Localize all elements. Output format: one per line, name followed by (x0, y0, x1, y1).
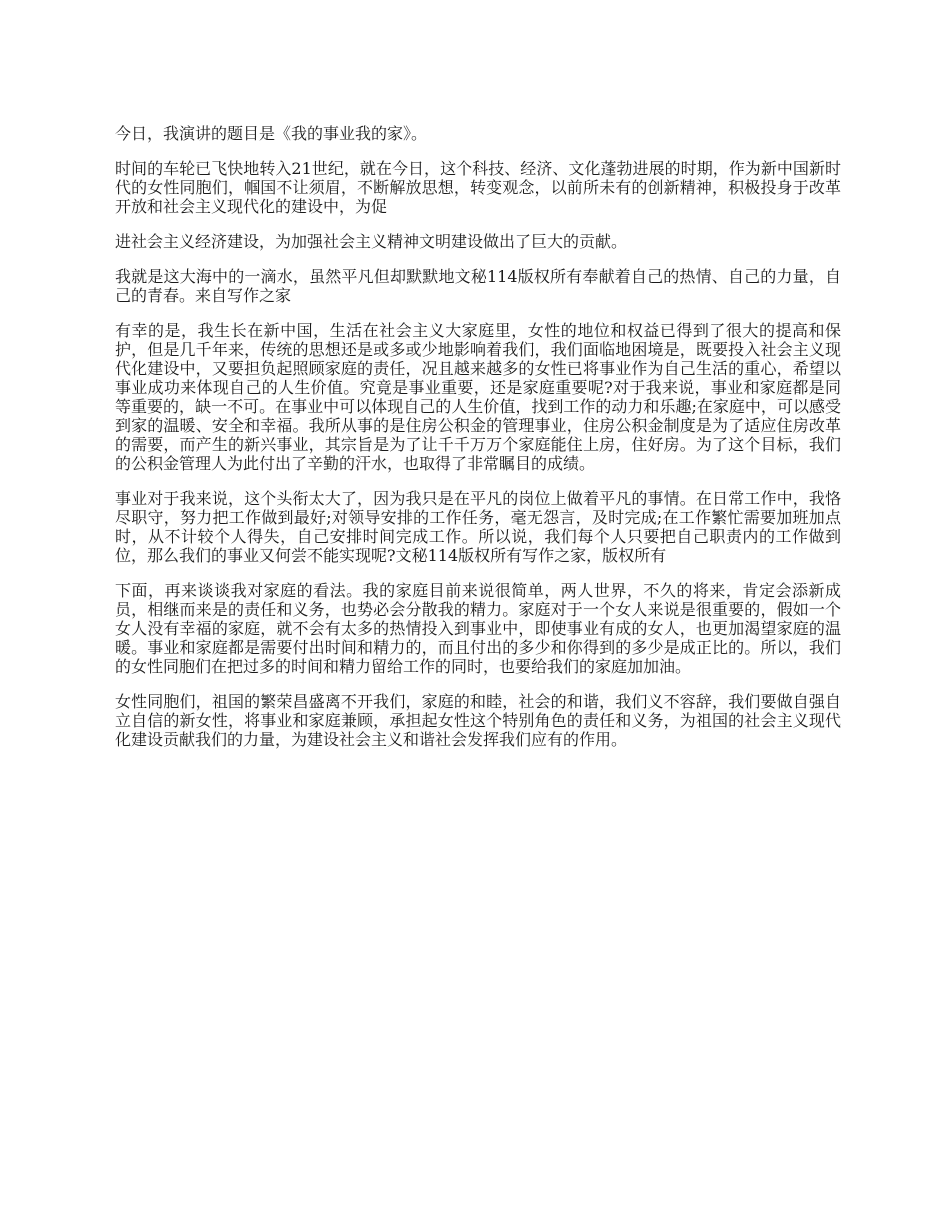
paragraph-4: 我就是这大海中的一滴水，虽然平凡但却默默地文秘114版权所有奉献着自己的热情、自己的力量，自己的青春。来自写作之家 (115, 267, 841, 305)
paragraph-1: 今日，我演讲的题目是《我的事业我的家》。 (115, 124, 428, 143)
paragraph-8: 女性同胞们，祖国的繁荣昌盛离不开我们，家庭的和睦，社会的和谐，我们义不容辞，我们要做自强自立自信的新女性，将事业和家庭兼顾，承担起女性这个特别角色的责任和义务，为祖国的社会主义现代化建设贡献我们的力量，为建设社会主义和谐社会发挥我们应有的作用。 (115, 692, 841, 749)
paragraph-5: 有幸的是，我生长在新中国，生活在社会主义大家庭里，女性的地位和权益已得到了很大的提高和保护，但是几千年来，传统的思想还是或多或少地影响着我们，我们面临地困境是，既要投入社会主义现代化建设中，又要担负起照顾家庭的责任，况且越来越多的女性已将事业作为自己生活的重心，希望以事业成功来体现自己的人生价值。究竟是事业重要，还是家庭重要呢?对于我来说，事业和家庭都是同等重要的，缺一不可。在事业中可以体现自己的人生价值，找到工作的动力和乐趣;在家庭中，可以感受到家的温暖、安全和幸福。我所从事的是住房公积金的管理事业，住房公积金制度是为了适应住房改革的需要，而产生的新兴事业，其宗旨是为了让千千万万个家庭能住上房，住好房。为了这个目标，我们的公积金管理人为此付出了辛勤的汗水，也取得了非常瞩目的成绩。 (115, 321, 841, 473)
paragraph-7: 下面，再来谈谈我对家庭的看法。我的家庭目前来说很简单，两人世界，不久的将来，肯定会添新成员，相继而来是的责任和义务，也势必会分散我的精力。家庭对于一个女人来说是很重要的，假如一个女人没有幸福的家庭，就不会有太多的热情投入到事业中，即使事业有成的女人，也更加渴望家庭的温暖。事业和家庭都是需要付出时间和精力的，而且付出的多少和你得到的多少是成正比的。所以，我们的女性同胞们在把过多的时间和精力留给工作的同时，也要给我们的家庭加加油。 (115, 581, 841, 676)
document-body (115, 124, 841, 765)
paragraph-2: 时间的车轮已飞快地转入21世纪，就在今日，这个科技、经济、文化蓬勃进展的时期，作为新中国新时代的女性同胞们，帼国不让须眉，不断解放思想，转变观念，以前所未有的创新精神，积极投身于改革开放和社会主义现代化的建设中，为促 (115, 159, 841, 216)
paragraph-3: 进社会主义经济建设，为加强社会主义精神文明建设做出了巨大的贡献。 (115, 232, 628, 251)
paragraph-6: 事业对于我来说，这个头衔太大了，因为我只是在平凡的岗位上做着平凡的事情。在日常工作中，我恪尽职守，努力把工作做到最好;对领导安排的工作任务，毫无怨言，及时完成;在工作繁忙需要加班加点时，从不计较个人得失，自己安排时间完成工作。所以说，我们每个人只要把自己职责内的工作做到位，那么我们的事业又何尝不能实现呢?文秘114版权所有写作之家，版权所有 (115, 489, 841, 565)
